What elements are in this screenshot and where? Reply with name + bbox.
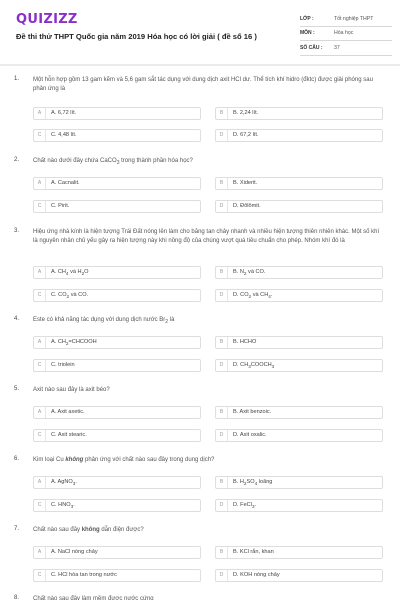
- question-number: 4.: [14, 316, 20, 322]
- option-letter: C: [34, 130, 46, 141]
- option-b[interactable]: [215, 266, 383, 279]
- option-b[interactable]: [215, 107, 383, 120]
- option-letter: A: [34, 547, 46, 558]
- option-d[interactable]: [215, 129, 383, 142]
- meta-value: Hóa học: [334, 30, 354, 37]
- option-text: D. Đôlômit.: [233, 203, 261, 209]
- question-number: 6.: [14, 456, 20, 462]
- option-d[interactable]: [215, 499, 383, 512]
- option-text: D. $CH_3COOCH_3$: [233, 362, 275, 370]
- question-text: Hiệu ứng nhà kính là hiện tượng Trái Đất nóng lên làm cho băng tan chảy nhanh và nhiều hiện tượng thiên nhiên khác. Một số khí là nguyên nhân chủ yếu gây ra hiện tượng này khi nồng độ của chúng vượt quá tiêu chuẩn cho phép. Nhóm khí đó là: [33, 229, 380, 244]
- option-text: C. 4,48 lít.: [51, 132, 77, 138]
- option-text: B. 2,24 lít.: [233, 110, 259, 116]
- option-a[interactable]: [33, 546, 201, 559]
- question-text: Chất nào sau đây làm mềm được nước cứng: [33, 596, 154, 600]
- option-text: A. $CH_2=CHCOOH$: [51, 339, 97, 347]
- meta-row-subject: [300, 27, 392, 42]
- option-a[interactable]: [33, 476, 201, 489]
- question-text: Este có khả năng tác dụng với dung dịch nước $Br_2$ là: [33, 317, 175, 326]
- meta-key: MÔN :: [300, 30, 315, 37]
- option-b[interactable]: [215, 406, 383, 419]
- option-letter: A: [34, 407, 46, 418]
- option-d[interactable]: [215, 289, 383, 302]
- meta-key: LỚP :: [300, 15, 314, 22]
- option-d[interactable]: [215, 359, 383, 372]
- document-title: Đề thi thử THPT Quốc gia năm 2019 Hóa học có lời giải ( đề số 16 ): [16, 32, 257, 41]
- option-text: D. 67,2 lít.: [233, 132, 259, 138]
- option-letter: D: [216, 130, 228, 141]
- question-text: Axit nào sau đây là axit béo?: [33, 387, 110, 393]
- option-text: C. $CO_2$ và CO.: [51, 292, 89, 300]
- option-a[interactable]: [33, 177, 201, 190]
- option-text: C. triolein: [51, 362, 75, 368]
- option-b[interactable]: [215, 546, 383, 559]
- question-number: 7.: [14, 526, 20, 532]
- option-text: C. Pirit.: [51, 203, 70, 209]
- meta-row-count: [300, 41, 392, 56]
- option-letter: B: [216, 547, 228, 558]
- question-text: Một hỗn hợp gồm 13 gam kẽm và 5,6 gam sắt tác dụng với dung dịch axit HCl dư. Thể tích khí hidro (đktc) được giải phóng sau phản ứng là: [33, 77, 373, 92]
- option-text: D. FeCl$_3$.: [233, 502, 257, 510]
- meta-value: Tốt nghiệp THPT: [334, 15, 374, 22]
- question-number: 5.: [14, 386, 20, 392]
- option-c[interactable]: [33, 289, 201, 302]
- question-text: Chất nào sau đây không dẫn điện được?: [33, 527, 144, 533]
- header-divider: [0, 64, 400, 66]
- option-text: B. $N_2$ và CO.: [233, 269, 266, 277]
- option-b[interactable]: [215, 476, 383, 489]
- option-letter: D: [216, 430, 228, 441]
- option-text: A. Cacnalit.: [51, 180, 80, 186]
- option-letter: C: [34, 360, 46, 371]
- option-text: C. HCl hòa tan trong nước: [51, 572, 117, 578]
- option-letter: C: [34, 201, 46, 212]
- question-number: 1.: [14, 76, 20, 82]
- option-letter: B: [216, 477, 228, 488]
- option-text: A. Axit axetic.: [51, 409, 85, 415]
- option-text: B. Axit benzoic.: [233, 409, 272, 415]
- option-letter: B: [216, 267, 228, 278]
- option-d[interactable]: [215, 200, 383, 213]
- option-c[interactable]: [33, 129, 201, 142]
- option-text: C. $HNO_3$.: [51, 502, 75, 510]
- option-text: B. KCl rắn, khan: [233, 549, 274, 555]
- question-number: 8.: [14, 595, 20, 600]
- option-letter: D: [216, 500, 228, 511]
- option-letter: D: [216, 570, 228, 581]
- option-text: B. Xiderit.: [233, 180, 258, 186]
- meta-row-class: [300, 12, 392, 27]
- option-a[interactable]: [33, 406, 201, 419]
- option-letter: A: [34, 337, 46, 348]
- meta-value: 37: [334, 44, 340, 51]
- option-letter: B: [216, 178, 228, 189]
- meta-key: SỐ CÂU :: [300, 44, 323, 51]
- option-letter: D: [216, 360, 228, 371]
- option-text: D. KOH nóng chảy: [233, 572, 280, 578]
- option-a[interactable]: [33, 266, 201, 279]
- option-text: A. NaCl nóng chảy: [51, 549, 98, 555]
- quizizz-logo: QUIZIZZ: [16, 12, 78, 27]
- option-text: C. Axit stearic.: [51, 432, 87, 438]
- option-text: B. HCHO: [233, 339, 257, 345]
- option-a[interactable]: [33, 107, 201, 120]
- option-c[interactable]: [33, 569, 201, 582]
- option-b[interactable]: [215, 177, 383, 190]
- option-letter: B: [216, 108, 228, 119]
- worksheet-meta: [300, 12, 392, 56]
- option-letter: D: [216, 201, 228, 212]
- option-letter: C: [34, 570, 46, 581]
- option-letter: A: [34, 477, 46, 488]
- option-letter: A: [34, 178, 46, 189]
- question-number: 2.: [14, 157, 20, 163]
- option-c[interactable]: [33, 359, 201, 372]
- option-text: D. $CO_2$ và $CH_4$.: [233, 292, 273, 300]
- option-letter: D: [216, 290, 228, 301]
- option-letter: B: [216, 337, 228, 348]
- option-a[interactable]: [33, 336, 201, 349]
- option-c[interactable]: [33, 200, 201, 213]
- option-d[interactable]: [215, 569, 383, 582]
- option-text: A. $CH_4$ và $H_2O$: [51, 269, 89, 277]
- question-number: 3.: [14, 228, 20, 234]
- option-c[interactable]: [33, 429, 201, 442]
- question-text: Kim loại Cu không phản ứng với chất nào sau đây trong dung dịch?: [33, 457, 215, 463]
- option-letter: C: [34, 290, 46, 301]
- option-letter: C: [34, 500, 46, 511]
- option-text: A. AgNO$_3$.: [51, 479, 77, 487]
- worksheet-header: [0, 0, 400, 62]
- option-d[interactable]: [215, 429, 383, 442]
- option-letter: A: [34, 108, 46, 119]
- option-text: B. $H_2SO_4$ loãng: [233, 479, 273, 487]
- question-text: Chất nào dưới đây chứa CaCO$_3$ trong thành phần hóa học?: [33, 158, 193, 167]
- option-text: A. 6,72 lít.: [51, 110, 77, 116]
- option-letter: B: [216, 407, 228, 418]
- option-b[interactable]: [215, 336, 383, 349]
- option-text: D. Axit oxalic.: [233, 432, 267, 438]
- option-letter: A: [34, 267, 46, 278]
- option-letter: C: [34, 430, 46, 441]
- option-c[interactable]: [33, 499, 201, 512]
